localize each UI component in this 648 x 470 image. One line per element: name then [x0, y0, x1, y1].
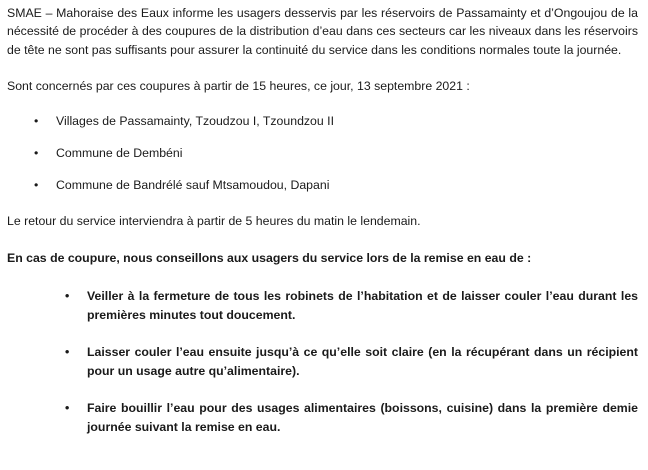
concerned-paragraph: Sont concernés par ces coupures à partir de 15 heures, ce jour, 13 septembre 2021 : [7, 78, 470, 93]
list-item [7, 287, 638, 325]
list-item [7, 399, 638, 437]
bullet-icon: • [34, 177, 39, 192]
return-paragraph: Le retour du service interviendra à partir de 5 heures du matin le lendemain. [7, 213, 421, 228]
advice-text: Laisser couler l’eau ensuite jusqu’à ce qu’elle soit claire (en la récupérant dans un récipient pour un usage autre qu’alimentaire). [87, 344, 638, 378]
advice-list [7, 287, 638, 437]
bullet-icon: • [34, 113, 39, 128]
bullet-icon: • [65, 288, 70, 303]
bullet-icon: • [65, 400, 70, 415]
list-item [7, 343, 638, 381]
area-text: Commune de Bandrélé sauf Mtsamoudou, Dapani [56, 177, 330, 192]
bullet-icon: • [34, 145, 39, 160]
list-item [7, 144, 638, 162]
list-item [7, 112, 638, 130]
area-text: Commune de Dembéni [56, 145, 183, 160]
advice-text: Veiller à la fermeture de tous les robinets de l’habitation et de laisser couler l’eau durant les premières minutes tout doucement. [87, 288, 638, 322]
bullet-icon: • [65, 344, 70, 359]
advice-heading: En cas de coupure, nous conseillons aux usagers du service lors de la remise en eau de : [7, 250, 532, 265]
advice-text: Faire bouillir l’eau pour des usages alimentaires (boissons, cuisine) dans la première demie journée suivant la remise en eau. [87, 400, 638, 434]
areas-list [7, 112, 638, 194]
intro-paragraph: SMAE – Mahoraise des Eaux informe les usagers desservis par les réservoirs de Passamainty et d’Ongoujou de la nécessité de procéder à des coupures de la distribution d’eau dans ces secteurs car les niveaux dans les réservoirs de tête ne sont pas suffisants pour assurer la continuité du service dans les conditions normales toute la journée. [7, 6, 638, 57]
list-item [7, 176, 638, 194]
area-text: Villages de Passamainty, Tzoudzou I, Tzoundzou II [56, 113, 334, 128]
